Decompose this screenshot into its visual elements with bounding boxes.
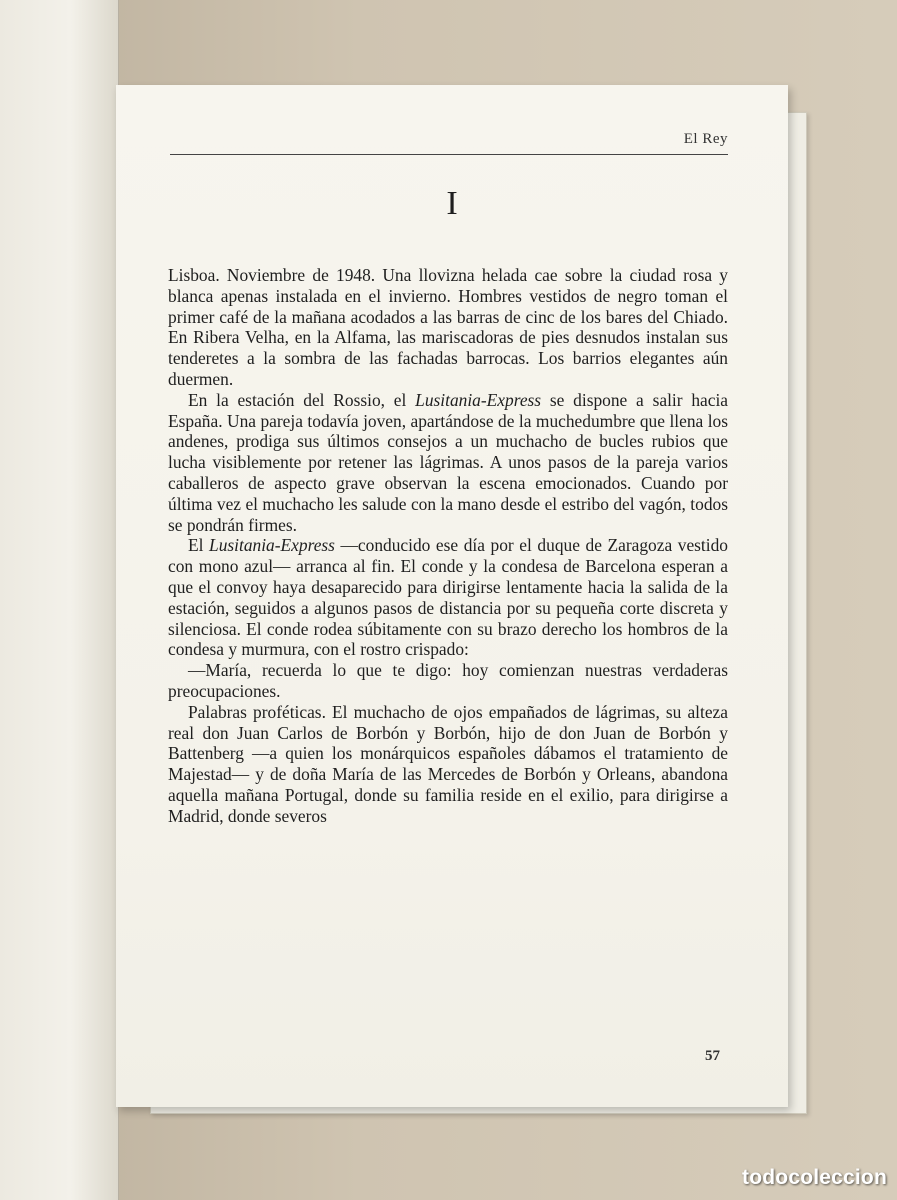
running-head	[170, 130, 728, 155]
train-name-italic: Lusitania-Express	[209, 535, 335, 556]
paragraph	[168, 535, 728, 660]
paragraph	[168, 390, 728, 536]
dialogue-paragraph	[168, 660, 728, 702]
chapter-numeral: I	[446, 185, 458, 222]
paragraph-text: El	[188, 535, 210, 556]
body-text	[168, 265, 728, 827]
train-name-italic: Lusitania-Express	[415, 389, 542, 410]
watermark-logo: todocoleccion	[742, 1166, 887, 1189]
paragraph-text: En la estación del Rossio, el	[188, 389, 416, 410]
page-number: 57	[705, 1048, 720, 1064]
left-page-edge	[0, 0, 119, 1200]
paragraph-text: Palabras proféticas. El muchacho de ojos empañados de lágrimas, su alteza real don Juan Carlos de Borbón y Borbón, hijo de don Juan de Borbón y Battenberg —a quien los monárquicos españoles dábamos el tratamiento de Majestad— y de doña María de las Mercedes de Borbón y Orleans, abandona aquella mañana Portugal, donde su familia reside en el exilio, para dirigirse a Madrid, donde severos	[168, 701, 728, 826]
paragraph-text: Lisboa. Noviembre de 1948. Una llovizna helada cae sobre la ciudad rosa y blanca apenas instalada en el invierno. Hombres vestidos de negro toman el primer café de la mañana acodados a las barras de cinc de los bares del Chiado. En Ribera Velha, en la Alfama, las mariscadoras de pies desnudos instalan sus tenderetes a la sombra de las fachadas barrocas. Los barrios elegantes aún duermen.	[168, 265, 728, 389]
paragraph-text: —conducido ese día por el duque de Zaragoza vestido con mono azul— arranca al fin. El conde y la condesa de Barcelona esperan a que el convoy haya desaparecido para dirigirse lentamente hacia la salida de la estación, seguidos a algunos pasos de distancia por su pequeña corte discreta y silenciosa. El conde rodea súbitamente con su brazo derecho los hombros de la condesa y murmura, con el rostro crispado:	[168, 535, 728, 660]
running-head-title: El Rey	[683, 131, 728, 147]
paragraph-text: —María, recuerda lo que te digo: hoy comienzan nuestras verdaderas preocupaciones.	[168, 660, 728, 701]
paragraph	[168, 702, 728, 827]
book-page	[116, 85, 788, 1107]
paragraph-text: se dispone a salir hacia España. Una pareja todavía joven, apartándose de la muchedumbre que llena los andenes, prodiga sus últimos consejos a un muchacho de bucles rubios que lucha visiblemente por retener las lágrimas. A unos pasos de la pareja varios caballeros de aspecto grave observan la escena emocionados. Cuando por última vez el muchacho les salude con la mano desde el estribo del vagón, todos se pondrán firmes.	[168, 389, 729, 535]
paragraph	[168, 265, 728, 390]
